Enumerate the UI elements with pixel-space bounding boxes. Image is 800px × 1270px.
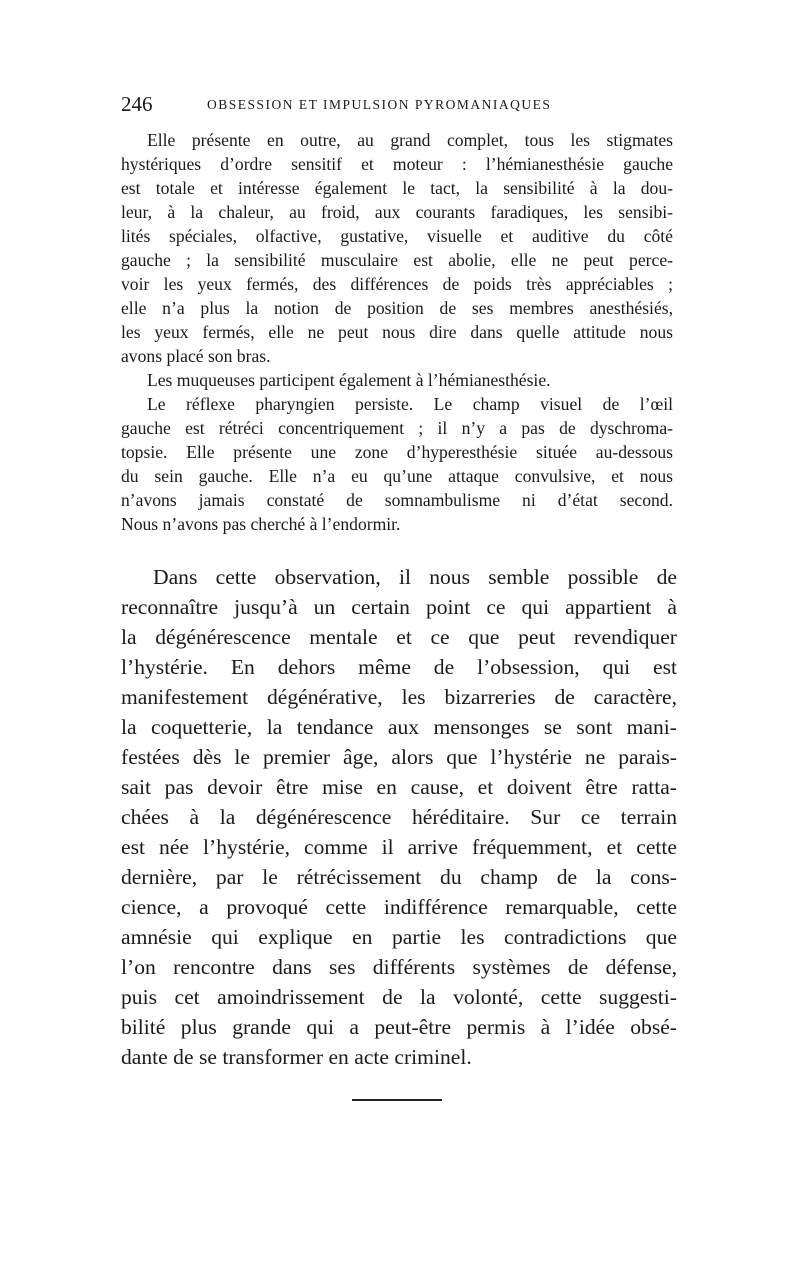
text-line: est née l’hystérie, comme il arrive fréquemment, et cette	[121, 835, 677, 859]
text-line: puis cet amoindrissement de la volonté, cette suggesti-	[121, 985, 677, 1009]
text-line: l’hystérie. En dehors même de l’obsession, qui est	[121, 655, 677, 679]
end-rule	[352, 1099, 442, 1101]
text-line: Nous n’avons pas cherché à l’endormir.	[121, 514, 401, 534]
text-line: l’on rencontre dans ses différents systèmes de défense,	[121, 955, 677, 979]
text-line: manifestement dégénérative, les bizarreries de caractère,	[121, 685, 677, 709]
text-line: elle n’a plus la notion de position de ses membres anesthésiés,	[121, 298, 673, 318]
text-line: chées à la dégénérescence héréditaire. Sur ce terrain	[121, 805, 677, 829]
text-line: festées dès le premier âge, alors que l’hystérie ne parais-	[121, 745, 677, 769]
text-line: n’avons jamais constaté de somnambulisme ni d’état second.	[121, 490, 673, 510]
text-line: la dégénérescence mentale et ce que peut revendiquer	[121, 625, 677, 649]
text-line: lités spéciales, olfactive, gustative, visuelle et auditive du côté	[121, 226, 673, 246]
text-line: leur, à la chaleur, au froid, aux courants faradiques, les sensibi-	[121, 202, 673, 222]
text-line: hystériques d’ordre sensitif et moteur : l’hémianesthésie gauche	[121, 154, 673, 174]
running-title: OBSESSION ET IMPULSION PYROMANIAQUES	[207, 97, 552, 112]
text-line: la coquetterie, la tendance aux mensonges se sont mani-	[121, 715, 677, 739]
text-line: avons placé son bras.	[121, 346, 271, 366]
text-line: les yeux fermés, elle ne peut nous dire dans quelle attitude nous	[121, 322, 673, 342]
text-line: amnésie qui explique en partie les contradictions que	[121, 925, 677, 949]
text-line: dante de se transformer en acte criminel.	[121, 1045, 472, 1069]
text-line: cience, a provoqué cette indifférence remarquable, cette	[121, 895, 677, 919]
text-line: Le réflexe pharyngien persiste. Le champ visuel de l’œil	[147, 394, 673, 414]
text-line: topsie. Elle présente une zone d’hyperesthésie située au-dessous	[121, 442, 673, 462]
text-line: sait pas devoir être mise en cause, et doivent être ratta-	[121, 775, 677, 799]
text-line: Les muqueuses participent également à l’hémianesthésie.	[147, 370, 551, 390]
text-line: gauche est rétréci concentriquement ; il n’y a pas de dyschroma-	[121, 418, 673, 438]
text-line: Dans cette observation, il nous semble possible de	[153, 565, 677, 589]
text-line: Elle présente en outre, au grand complet, tous les stigmates	[147, 130, 673, 150]
text-line: reconnaître jusqu’à un certain point ce qui appartient à	[121, 595, 677, 619]
text-line: du sein gauche. Elle n’a eu qu’une attaque convulsive, et nous	[121, 466, 673, 486]
page-header	[121, 92, 681, 116]
text-line: est totale et intéresse également le tact, la sensibilité à la dou-	[121, 178, 673, 198]
text-line: voir les yeux fermés, des différences de poids très appréciables ;	[121, 274, 673, 294]
page-number: 246	[121, 92, 153, 116]
text-line: bilité plus grande qui a peut-être permis à l’idée obsé-	[121, 1015, 677, 1039]
text-line: gauche ; la sensibilité musculaire est abolie, elle ne peut perce-	[121, 250, 673, 270]
text-line: dernière, par le rétrécissement du champ de la cons-	[121, 865, 677, 889]
